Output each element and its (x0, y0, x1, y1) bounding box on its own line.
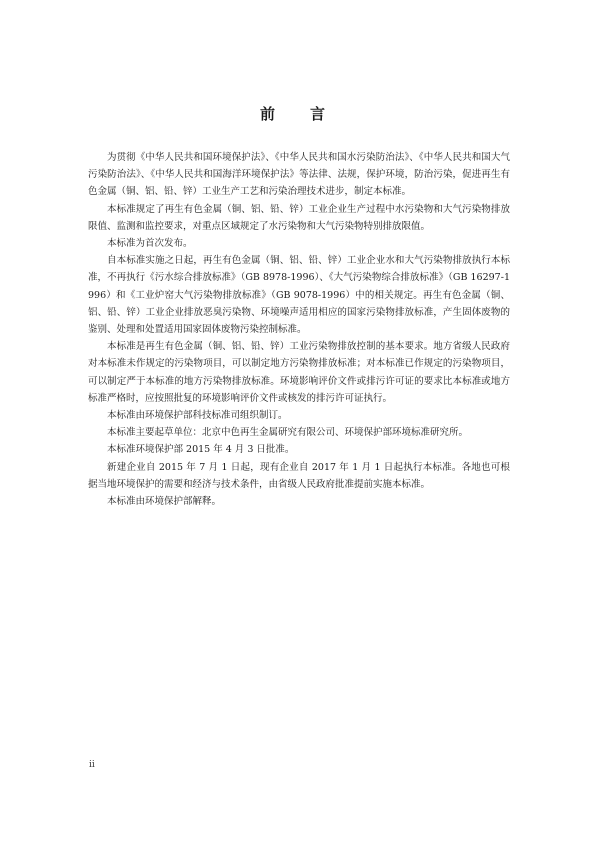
paragraph: 本标准环境保护部 2015 年 4 月 3 日批准。 (107, 444, 295, 456)
page-title: 前 言 (259, 105, 335, 123)
paragraph: 自本标准实施之日起，再生有色金属（铜、铝、铅、锌）工业企业水和大气污染物排放执行本标准，不再执行《污水综合排放标准》（GB 8978-1996）、《大气污染物综合排放标准》（GB 16297-1996）和《工业炉窑大气污染物排放标准》（GB 9078-1996）中的相关规定。再生有色金属（铜、铝、铅、锌）工业企业排放恶臭污染物、环境噪声适用相应的国家污染物排放标准，产生固体废物的鉴别、处理和处置适用国家固体废物污染控制标准。 (88, 255, 510, 336)
page-number: ii (89, 760, 95, 770)
paragraph: 本标准为首次发布。 (107, 238, 193, 250)
paragraph: 新建企业自 2015 年 7 月 1 日起，现有企业自 2017 年 1 月 1 日起执行本标准。各地也可根据当地环境保护的需要和经济与技术条件，由省级人民政府批准提前实施本标准。 (88, 461, 510, 490)
paragraph: 本标准是再生有色金属（铜、铝、铅、锌）工业污染物排放控制的基本要求。地方省级人民政府对本标准未作规定的污染物项目，可以制定地方污染物排放标准；对本标准已作规定的污染物项目，可以制定严于本标准的地方污染物排放标准。环境影响评价文件或排污许可证的要求比本标准或地方标准严格时，应按照批复的环境影响评价文件或核发的排污许可证执行。 (88, 341, 510, 404)
preface-body (88, 149, 510, 510)
paragraph: 为贯彻《中华人民共和国环境保护法》、《中华人民共和国水污染防治法》、《中华人民共和国大气污染防治法》、《中华人民共和国海洋环境保护法》等法律、法规，保护环境，防治污染，促进再生有色金属（铜、铝、铅、锌）工业生产工艺和污染治理技术进步，制定本标准。 (88, 152, 510, 198)
paragraph: 本标准由环境保护部科技标准司组织制订。 (107, 410, 288, 422)
paragraph: 本标准规定了再生有色金属（铜、铝、铅、锌）工业企业生产过程中水污染物和大气污染物排放限值、监测和监控要求，对重点区域规定了水污染物和大气污染物特别排放限值。 (88, 203, 510, 232)
paragraph: 本标准由环境保护部解释。 (107, 496, 222, 508)
paragraph: 本标准主要起草单位：北京中色再生金属研究有限公司、环境保护部环境标准研究所。 (107, 427, 469, 439)
